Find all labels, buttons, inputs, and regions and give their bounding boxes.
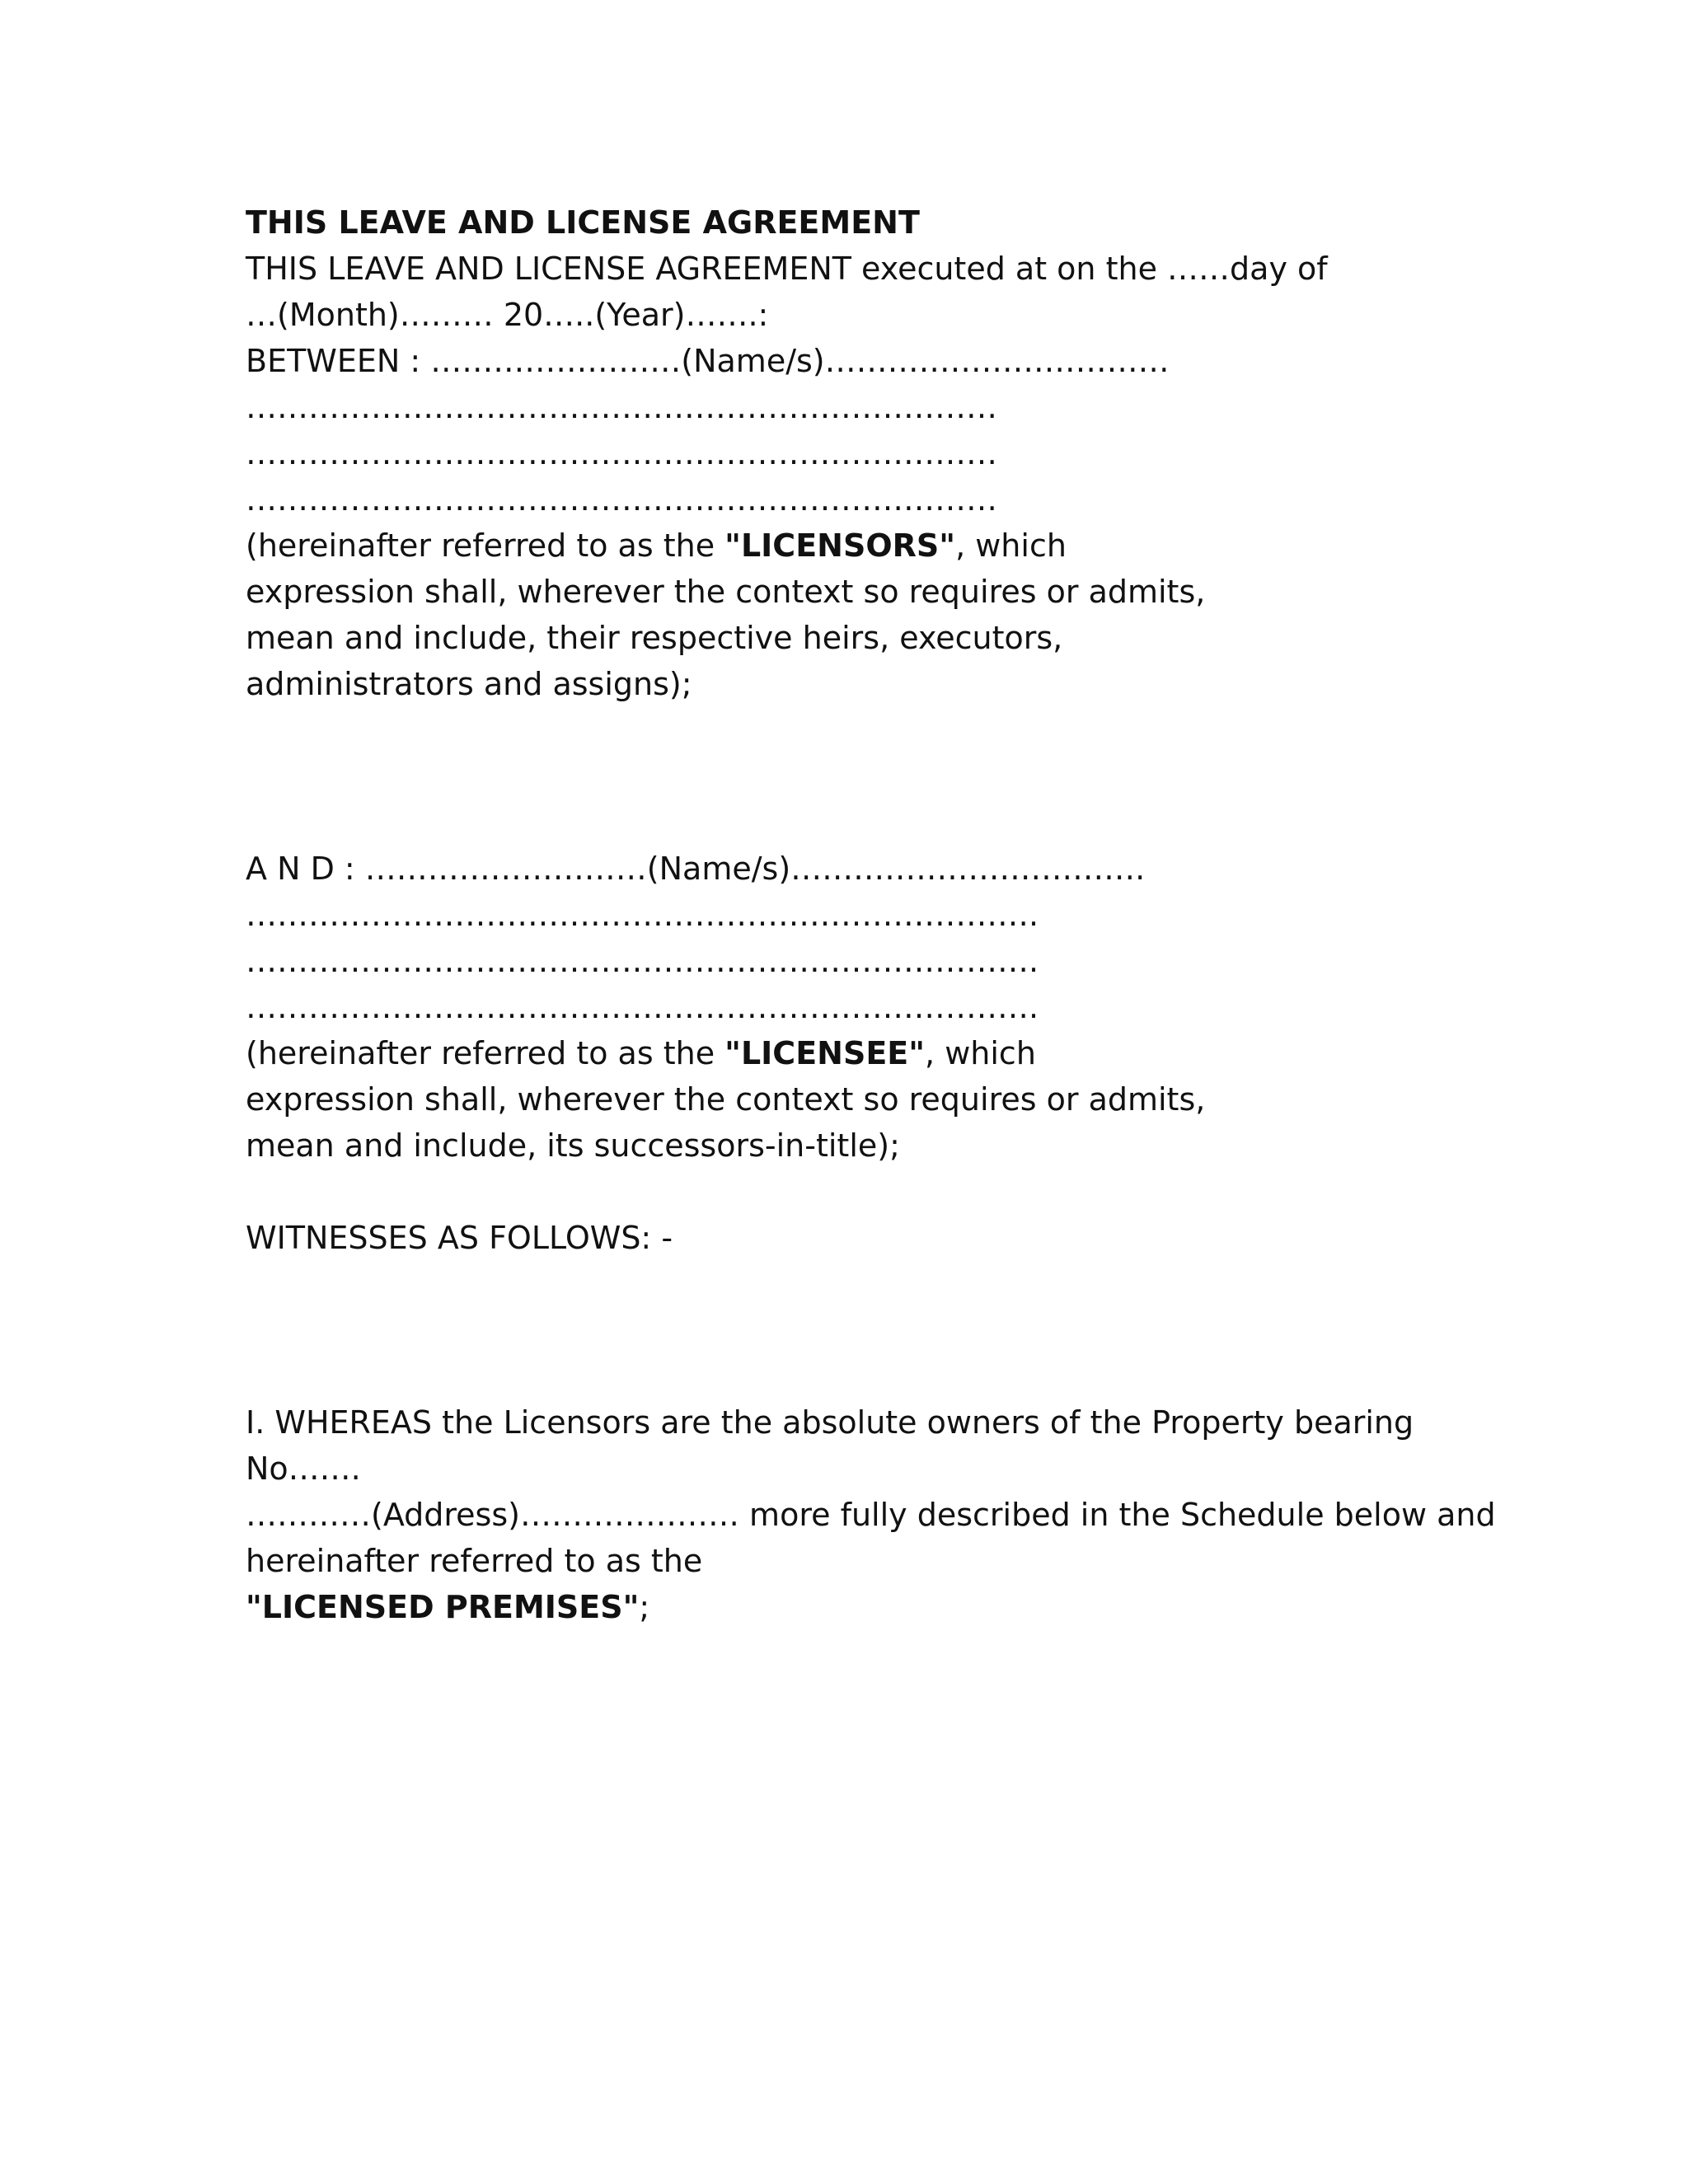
witnesses-heading: WITNESSES AS FOLLOWS: - [246, 1220, 673, 1256]
intro-line-1: THIS LEAVE AND LICENSE AGREEMENT executed at on the ……day of [246, 251, 1328, 287]
licensed-premises-term: "LICENSED PREMISES" [246, 1589, 640, 1625]
whereas-line-1: I. WHEREAS the Licensors are the absolute owners of the Property bearing [246, 1404, 1414, 1441]
licensee-term: "LICENSEE" [724, 1035, 926, 1071]
licensee-blank-line: …………………………………………………………………. [246, 989, 1039, 1025]
licensor-blank-line: ……………………………………………………………… [246, 435, 997, 471]
licensee-clause-line [246, 1030, 1449, 1076]
intro-line-2: …(Month)……… 20…..(Year)…….: [246, 297, 769, 333]
licensors-term: "LICENSORS" [724, 527, 956, 564]
whereas-line-3: …………(Address)………………… more fully described in the Schedule below and [246, 1497, 1496, 1533]
licensee-clause-prefix: (hereinafter referred to as the [246, 1035, 725, 1071]
licensors-clause-line [246, 523, 1449, 569]
and-line: A N D : ………………………(Name/s)……………………………. [246, 851, 1146, 887]
licensee-clause-text: mean and include, its successors-in-title); [246, 1127, 900, 1164]
licensee-blank-line: …………………………………………………………………. [246, 943, 1039, 979]
licensee-blank-line: …………………………………………………………………. [246, 897, 1039, 933]
licensors-clause-suffix: , which [955, 527, 1067, 564]
licensors-clause-text: administrators and assigns); [246, 666, 692, 702]
licensor-blank-line: ……………………………………………………………… [246, 389, 997, 425]
whereas-line-2: No……. [246, 1451, 361, 1487]
licensee-clause-text: expression shall, wherever the context so requires or admits, [246, 1081, 1206, 1118]
licensors-clause-text: expression shall, wherever the context so requires or admits, [246, 574, 1206, 610]
licensors-clause-text: mean and include, their respective heirs, executors, [246, 620, 1063, 656]
licensor-blank-line: ……………………………………………………………… [246, 481, 997, 518]
licensed-premises-suffix: ; [639, 1589, 650, 1625]
spacer [246, 707, 1449, 846]
between-line: BETWEEN : ……………………(Name/s)…………………………… [246, 343, 1170, 379]
agreement-body [246, 199, 1496, 1630]
licensors-clause-prefix: (hereinafter referred to as the [246, 527, 725, 564]
licensed-premises-line [246, 1584, 1449, 1630]
spacer [246, 1261, 1449, 1399]
spacer [246, 1169, 1449, 1215]
document-title: THIS LEAVE AND LICENSE AGREEMENT [246, 204, 920, 241]
whereas-line-4: hereinafter referred to as the [246, 1543, 703, 1579]
licensee-clause-suffix: , which [925, 1035, 1036, 1071]
